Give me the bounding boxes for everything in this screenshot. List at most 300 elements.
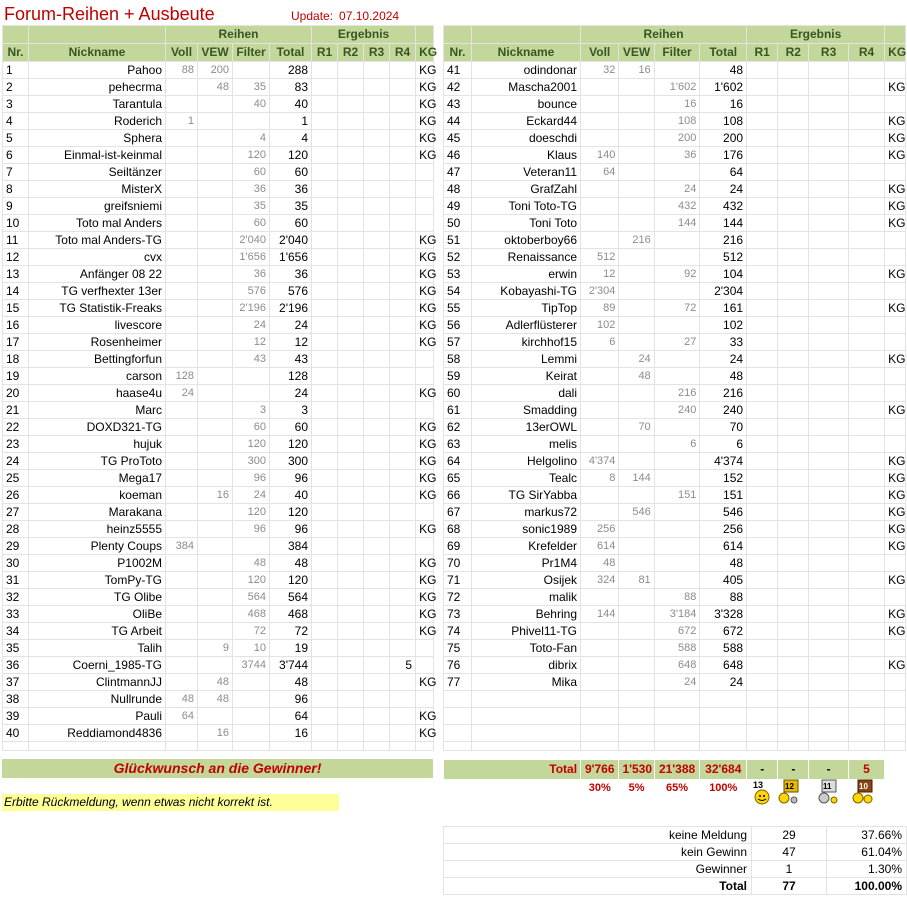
row-filter: 216 xyxy=(654,385,700,402)
row-filter: 24 xyxy=(233,317,270,334)
row-voll xyxy=(166,589,198,606)
row-number: 9 xyxy=(3,198,29,215)
col-r3-right: R3 xyxy=(809,44,848,62)
row-r2 xyxy=(778,606,809,623)
row-r3 xyxy=(809,334,848,351)
table-row xyxy=(3,113,434,130)
row-voll xyxy=(581,351,619,368)
row-total: 12 xyxy=(270,334,312,351)
row-r2 xyxy=(778,130,809,147)
row-nickname: TG ProToto xyxy=(29,453,166,470)
row-voll: 12 xyxy=(581,266,619,283)
table-row xyxy=(444,640,906,657)
row-voll xyxy=(166,657,198,674)
row-total: 24 xyxy=(270,317,312,334)
row-r2 xyxy=(338,266,364,283)
row-r1 xyxy=(312,96,338,113)
row-kg xyxy=(885,640,906,657)
winner-icons xyxy=(752,778,902,812)
row-nickname: Kobayashi-TG xyxy=(472,283,581,300)
row-vew xyxy=(198,351,233,368)
row-r1 xyxy=(312,691,338,708)
row-r3 xyxy=(364,487,390,504)
12er-icon xyxy=(776,780,800,804)
row-voll xyxy=(166,249,198,266)
row-filter: 2'196 xyxy=(233,300,270,317)
row-number: 51 xyxy=(444,232,472,249)
row-number: 72 xyxy=(444,589,472,606)
row-kg xyxy=(885,674,906,691)
summary-count: 29 xyxy=(752,827,827,844)
row-r2 xyxy=(778,79,809,96)
row-filter xyxy=(654,232,700,249)
row-number: 16 xyxy=(3,317,29,334)
row-r4 xyxy=(848,62,884,79)
row-r3 xyxy=(364,657,390,674)
row-total: 161 xyxy=(700,300,747,317)
row-r4 xyxy=(390,147,416,164)
row-filter: 120 xyxy=(233,147,270,164)
summary-label: Gewinner xyxy=(444,861,752,878)
row-r3 xyxy=(809,419,848,436)
row-filter: 24 xyxy=(654,181,700,198)
row-r4 xyxy=(848,402,884,419)
row-filter: 2'040 xyxy=(233,232,270,249)
row-voll xyxy=(581,368,619,385)
row-filter xyxy=(233,725,270,742)
summary-count: 77 xyxy=(752,878,827,895)
row-r4 xyxy=(390,708,416,725)
pct-vew: 5% xyxy=(619,780,654,797)
row-nickname: TG Arbeit xyxy=(29,623,166,640)
row-filter: 40 xyxy=(233,96,270,113)
row-r2 xyxy=(778,385,809,402)
row-vew xyxy=(198,589,233,606)
row-r2 xyxy=(338,232,364,249)
row-number: 50 xyxy=(444,215,472,232)
summary-label: kein Gewinn xyxy=(444,844,752,861)
row-kg: KG xyxy=(885,623,906,640)
row-filter: 3744 xyxy=(233,657,270,674)
row-r2 xyxy=(338,368,364,385)
row-r3 xyxy=(364,198,390,215)
row-nickname: TG Statistik-Freaks xyxy=(29,300,166,317)
row-kg xyxy=(885,249,906,266)
row-voll xyxy=(166,725,198,742)
row-vew xyxy=(198,606,233,623)
row-r2 xyxy=(338,300,364,317)
row-r1 xyxy=(747,147,778,164)
table-row xyxy=(3,623,434,640)
row-voll xyxy=(166,317,198,334)
row-r1 xyxy=(312,79,338,96)
row-nickname: Einmal-ist-keinmal xyxy=(29,147,166,164)
table-row xyxy=(444,130,906,147)
row-nickname: Lemmi xyxy=(472,351,581,368)
col-total-right: Total xyxy=(700,44,747,62)
row-r4 xyxy=(390,436,416,453)
summary-row xyxy=(444,861,907,878)
summary-pct: 37.66% xyxy=(827,827,907,844)
row-vew xyxy=(198,572,233,589)
row-r1 xyxy=(747,300,778,317)
row-nickname: Toni Toto xyxy=(472,215,581,232)
row-filter: 151 xyxy=(654,487,700,504)
row-kg: KG xyxy=(885,521,906,538)
summary-count: 1 xyxy=(752,861,827,878)
row-r1 xyxy=(312,113,338,130)
row-number: 3 xyxy=(3,96,29,113)
row-voll xyxy=(166,640,198,657)
row-r1 xyxy=(747,589,778,606)
row-r1 xyxy=(312,402,338,419)
row-filter: 36 xyxy=(654,147,700,164)
row-voll xyxy=(581,181,619,198)
row-total: 48 xyxy=(700,368,747,385)
row-r2 xyxy=(778,453,809,470)
row-kg: KG xyxy=(885,402,906,419)
row-vew xyxy=(198,436,233,453)
row-vew xyxy=(619,283,654,300)
row-kg xyxy=(416,164,434,181)
table-row xyxy=(3,453,434,470)
row-r4 xyxy=(390,266,416,283)
row-nickname: sonic1989 xyxy=(472,521,581,538)
total-r2: - xyxy=(778,760,809,780)
row-r3 xyxy=(364,691,390,708)
row-r1 xyxy=(312,147,338,164)
col-nickname-right: Nickname xyxy=(472,44,581,62)
row-r2 xyxy=(778,317,809,334)
row-nickname: Nullrunde xyxy=(29,691,166,708)
table-row xyxy=(444,198,906,215)
12er-icon-label: 12 xyxy=(785,782,794,791)
row-r1 xyxy=(747,96,778,113)
row-r1 xyxy=(312,725,338,742)
row-r4 xyxy=(848,504,884,521)
row-r2 xyxy=(778,198,809,215)
row-r2 xyxy=(778,538,809,555)
row-r3 xyxy=(809,249,848,266)
row-vew: 48 xyxy=(198,674,233,691)
row-number: 8 xyxy=(3,181,29,198)
row-kg: KG xyxy=(885,215,906,232)
row-r1 xyxy=(312,283,338,300)
col-vew-right: VEW xyxy=(619,44,654,62)
row-total: 546 xyxy=(700,504,747,521)
row-r1 xyxy=(312,300,338,317)
table-row xyxy=(3,470,434,487)
table-row xyxy=(3,555,434,572)
row-number: 57 xyxy=(444,334,472,351)
row-filter: 35 xyxy=(233,79,270,96)
row-r3 xyxy=(809,487,848,504)
row-voll xyxy=(166,215,198,232)
row-r4 xyxy=(390,130,416,147)
row-nickname: Pahoo xyxy=(29,62,166,79)
row-kg xyxy=(885,232,906,249)
row-r3 xyxy=(809,232,848,249)
row-total: 40 xyxy=(270,96,312,113)
row-filter xyxy=(654,351,700,368)
col-voll: Voll xyxy=(166,44,198,62)
row-number: 49 xyxy=(444,198,472,215)
row-r3 xyxy=(809,79,848,96)
row-vew xyxy=(619,453,654,470)
row-r3 xyxy=(809,521,848,538)
row-r2 xyxy=(778,487,809,504)
row-r2 xyxy=(338,657,364,674)
row-voll xyxy=(166,521,198,538)
row-r4 xyxy=(390,453,416,470)
row-r3 xyxy=(364,334,390,351)
row-vew: 48 xyxy=(198,79,233,96)
row-r1 xyxy=(312,504,338,521)
row-nickname: Pr1M4 xyxy=(472,555,581,572)
row-voll xyxy=(166,623,198,640)
row-vew xyxy=(198,334,233,351)
row-number: 68 xyxy=(444,521,472,538)
row-r4 xyxy=(848,266,884,283)
row-total: 40 xyxy=(270,487,312,504)
row-voll: 8 xyxy=(581,470,619,487)
row-r4 xyxy=(848,674,884,691)
row-voll: 1 xyxy=(166,113,198,130)
row-filter: 24 xyxy=(233,487,270,504)
pct-filter: 65% xyxy=(654,780,700,797)
row-r2 xyxy=(338,640,364,657)
table-row xyxy=(3,351,434,368)
row-voll: 128 xyxy=(166,368,198,385)
row-r4 xyxy=(848,470,884,487)
row-filter xyxy=(654,368,700,385)
row-total: 33 xyxy=(700,334,747,351)
row-voll xyxy=(581,487,619,504)
row-r2 xyxy=(338,487,364,504)
row-kg: KG xyxy=(416,470,434,487)
row-kg xyxy=(885,317,906,334)
row-nickname: OliBe xyxy=(29,606,166,623)
row-nickname: Toto mal Anders xyxy=(29,215,166,232)
row-number: 43 xyxy=(444,96,472,113)
row-r4 xyxy=(848,334,884,351)
row-number: 61 xyxy=(444,402,472,419)
row-r1 xyxy=(312,487,338,504)
row-r1 xyxy=(747,283,778,300)
row-total: 576 xyxy=(270,283,312,300)
row-total: 16 xyxy=(270,725,312,742)
row-r3 xyxy=(364,351,390,368)
row-kg xyxy=(416,351,434,368)
row-vew xyxy=(619,487,654,504)
row-r2 xyxy=(338,725,364,742)
row-total: 120 xyxy=(270,572,312,589)
row-vew: 81 xyxy=(619,572,654,589)
row-total: 432 xyxy=(700,198,747,215)
row-r3 xyxy=(809,164,848,181)
row-number: 32 xyxy=(3,589,29,606)
total-filter: 21'388 xyxy=(654,760,700,780)
row-r4 xyxy=(848,130,884,147)
row-r3 xyxy=(364,606,390,623)
row-r4 xyxy=(390,96,416,113)
row-nickname: Veteran11 xyxy=(472,164,581,181)
row-vew xyxy=(619,266,654,283)
table-row xyxy=(444,351,906,368)
row-filter: 1'656 xyxy=(233,249,270,266)
col-r4-right: R4 xyxy=(848,44,884,62)
row-r3 xyxy=(809,283,848,300)
row-r3 xyxy=(364,317,390,334)
row-number: 6 xyxy=(3,147,29,164)
row-kg xyxy=(885,436,906,453)
row-r4 xyxy=(390,232,416,249)
13er-icon xyxy=(752,780,776,804)
row-nickname: erwin xyxy=(472,266,581,283)
row-kg xyxy=(416,181,434,198)
row-r1 xyxy=(312,708,338,725)
row-total: 24 xyxy=(700,674,747,691)
row-number: 55 xyxy=(444,300,472,317)
table-row xyxy=(3,79,434,96)
row-r1 xyxy=(747,351,778,368)
row-voll: 144 xyxy=(581,606,619,623)
row-filter xyxy=(654,572,700,589)
row-kg xyxy=(416,368,434,385)
row-r3 xyxy=(364,436,390,453)
row-total: 120 xyxy=(270,504,312,521)
row-number: 67 xyxy=(444,504,472,521)
row-r3 xyxy=(364,300,390,317)
row-number: 75 xyxy=(444,640,472,657)
row-filter: 43 xyxy=(233,351,270,368)
row-total: 120 xyxy=(270,436,312,453)
row-vew xyxy=(198,385,233,402)
row-total: 152 xyxy=(700,470,747,487)
row-r3 xyxy=(809,555,848,572)
row-r1 xyxy=(312,266,338,283)
row-r1 xyxy=(312,589,338,606)
row-number: 18 xyxy=(3,351,29,368)
row-kg xyxy=(416,402,434,419)
row-total: 16 xyxy=(700,96,747,113)
row-number: 45 xyxy=(444,130,472,147)
row-voll xyxy=(581,623,619,640)
row-r1 xyxy=(747,436,778,453)
table-row xyxy=(444,96,906,113)
row-number: 26 xyxy=(3,487,29,504)
row-number: 28 xyxy=(3,521,29,538)
row-filter: 4 xyxy=(233,130,270,147)
row-r4 xyxy=(390,640,416,657)
row-voll: 384 xyxy=(166,538,198,555)
table-row xyxy=(3,249,434,266)
row-voll xyxy=(581,215,619,232)
row-r2 xyxy=(778,334,809,351)
row-vew xyxy=(619,181,654,198)
row-r4 xyxy=(390,674,416,691)
row-nickname: TG SirYabba xyxy=(472,487,581,504)
table-row xyxy=(3,130,434,147)
row-filter xyxy=(654,62,700,79)
row-filter: 200 xyxy=(654,130,700,147)
row-r3 xyxy=(809,113,848,130)
row-r1 xyxy=(312,198,338,215)
row-kg: KG xyxy=(885,351,906,368)
row-vew xyxy=(619,674,654,691)
row-kg xyxy=(416,691,434,708)
row-r1 xyxy=(747,215,778,232)
row-total: 24 xyxy=(270,385,312,402)
row-r3 xyxy=(809,351,848,368)
table-row xyxy=(3,402,434,419)
row-r1 xyxy=(747,368,778,385)
row-kg: KG xyxy=(416,266,434,283)
row-number: 10 xyxy=(3,215,29,232)
row-r1 xyxy=(747,470,778,487)
table-row xyxy=(444,572,906,589)
row-r1 xyxy=(312,130,338,147)
row-nickname: Toto-Fan xyxy=(472,640,581,657)
col-filter: Filter xyxy=(233,44,270,62)
row-total: 60 xyxy=(270,164,312,181)
row-r3 xyxy=(364,589,390,606)
row-number: 56 xyxy=(444,317,472,334)
row-total: 108 xyxy=(700,113,747,130)
row-vew xyxy=(198,147,233,164)
row-r3 xyxy=(364,453,390,470)
row-r3 xyxy=(809,606,848,623)
table-row xyxy=(444,368,906,385)
row-voll xyxy=(581,198,619,215)
row-r4 xyxy=(848,453,884,470)
row-r4 xyxy=(848,96,884,113)
row-nickname: Bettingforfun xyxy=(29,351,166,368)
row-total: 60 xyxy=(270,215,312,232)
row-filter: 92 xyxy=(654,266,700,283)
row-nickname: pehecrma xyxy=(29,79,166,96)
table-row xyxy=(3,572,434,589)
row-vew: 216 xyxy=(619,232,654,249)
row-voll xyxy=(581,436,619,453)
row-nickname: livescore xyxy=(29,317,166,334)
row-filter: 48 xyxy=(233,555,270,572)
row-nickname: P1002M xyxy=(29,555,166,572)
row-r4 xyxy=(390,79,416,96)
row-r2 xyxy=(338,555,364,572)
row-voll: 4'374 xyxy=(581,453,619,470)
row-r4 xyxy=(848,623,884,640)
summary-pct: 1.30% xyxy=(827,861,907,878)
row-r2 xyxy=(338,572,364,589)
row-voll xyxy=(166,147,198,164)
row-vew xyxy=(198,215,233,232)
row-nickname: melis xyxy=(472,436,581,453)
row-r3 xyxy=(809,453,848,470)
update-label: Update: xyxy=(291,9,334,23)
row-total: 2'040 xyxy=(270,232,312,249)
row-r2 xyxy=(778,640,809,657)
row-vew xyxy=(198,538,233,555)
row-number: 36 xyxy=(3,657,29,674)
row-nickname: Renaissance xyxy=(472,249,581,266)
row-r4 xyxy=(848,436,884,453)
row-r1 xyxy=(747,606,778,623)
row-vew xyxy=(619,300,654,317)
row-vew xyxy=(619,79,654,96)
table-row xyxy=(3,147,434,164)
row-voll: 88 xyxy=(166,62,198,79)
